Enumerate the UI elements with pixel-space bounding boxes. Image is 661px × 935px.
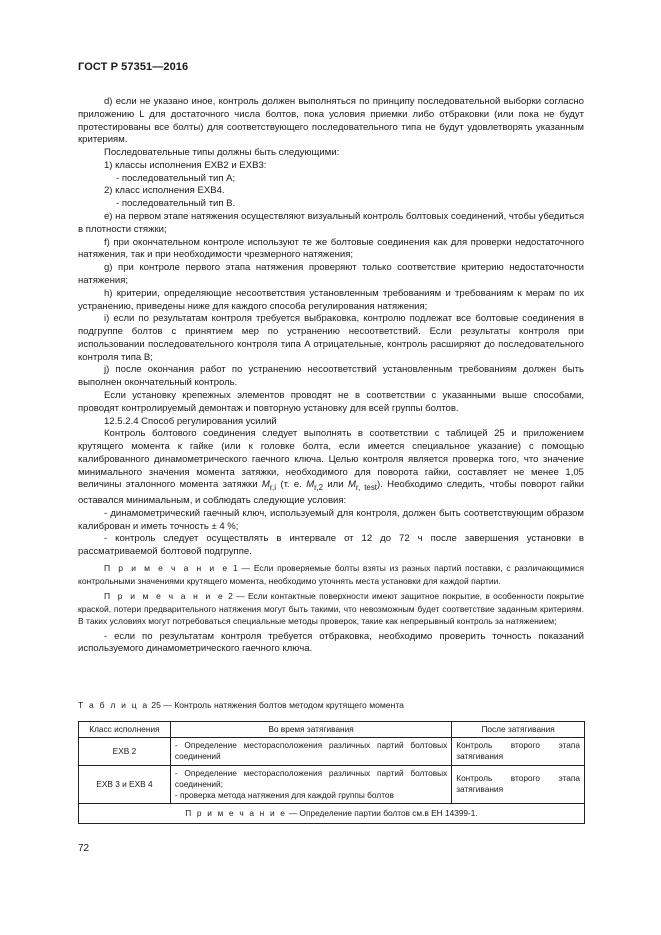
condition-wrench: - динамометрический гаечный ключ, используемый для контроля, должен быть соответствующим образом калиброван и иметь точность ± 4 %; bbox=[78, 507, 584, 532]
condition-interval: - контроль следует осуществлять в интервале от 12 до 72 ч после завершения установки в рассматриваемой болтовой подгруппе. bbox=[78, 533, 584, 558]
body-text bbox=[78, 96, 584, 656]
paragraph-g: g) при контроле первого этапа натяжения проверяют только соответствие критерию недостаточности натяжения; bbox=[78, 262, 584, 286]
table-footnote-row bbox=[79, 804, 585, 824]
table-header-cell: Класс исполнения bbox=[79, 722, 171, 738]
table-header-row bbox=[79, 722, 585, 738]
note-2: П р и м е ч а н и е 2 — Если контактные поверхности имеют защитное покрытие, в особенности покрытие краской, потери предварительного натяжения могут быть такими, что невозможным будет соответствие заданным критериям. В таких условиях могут потребоваться специальные методы проверок, такие как непрерывный контроль за натяжением; bbox=[78, 591, 584, 627]
paragraph-j: j) после окончания работ по устранению несоответствий установленным требованиям должен быть выполнен окончательный контроль. bbox=[78, 364, 584, 389]
paragraph-h: h) критерии, определяющие несоответствия установленным требованиям и требованиям к мерам по их устранению, приведены ниже для каждого способа регулирования натяжения; bbox=[78, 287, 584, 312]
table-cell-class: EXB 3 и EXB 4 bbox=[79, 765, 171, 804]
paragraph-f: f) при окончательном контроле используют те же болтовые соединения как для проверки недостаточного натяжения, так и при необходимости чрезмерного натяжения; bbox=[78, 236, 584, 261]
paragraph-installation: Если установку крепежных элементов проводят не в соответствии с указанными выше способами, проводят контролируемый демонтаж и повторную установку для всей группы болтов. bbox=[78, 389, 584, 414]
list-item-2: 2) класс исполнения EXB4. bbox=[104, 185, 225, 197]
table-caption: Т а б л и ц а 25 — Контроль натяжения болтов методом крутящего момента bbox=[78, 700, 404, 710]
paragraph-i: i) если по результатам контроля требуется выбраковка, контролю подлежат все болтовые соединения в подгруппе болтов с принятием мер по устранению несоответствий. Если результаты контроля при использовании последовательного контроля типа A отрицательные, контроль расширяют до последовательного контроля типа B; bbox=[78, 313, 584, 363]
paragraph-d: d) если не указано иное, контроль должен выполняться по принципу последовательной выборки согласно приложению L для достаточного числа болтов, пока условия приемки либо отбраковки (или пока не будут протестированы все болты) для соответствующего последовательного типа не будут удовлетворять указанным критериям. bbox=[78, 96, 584, 146]
section-heading-12-5-2-4: 12.5.2.4 Способ регулирования усилий bbox=[104, 415, 277, 427]
list-subitem-b: - последовательный тип B. bbox=[116, 198, 236, 210]
list-item-1: 1) классы исполнения EXB2 и EXB3: bbox=[104, 159, 267, 171]
list-subitem-a: - последовательный тип A; bbox=[116, 172, 236, 184]
table-cell-during: - Определение месторасположения различных партий болтовых соединений; - проверка метода натяжения для каждой группы болтов bbox=[170, 765, 451, 804]
standard-header: ГОСТ Р 57351—2016 bbox=[78, 61, 189, 73]
table-row bbox=[79, 765, 585, 804]
note-1: П р и м е ч а н и е 1 — Если проверяемые болты взяты из разных партий поставки, с различающимися контрольными значениями крутящего момента, необходимо уточнять места установки для каждой партии. bbox=[78, 563, 584, 586]
table-cell-after: Контроль второго этапа затягивания bbox=[452, 765, 585, 804]
table-cell-after: Контроль второго этапа затягивания bbox=[452, 738, 585, 765]
paragraph-sequential-types: Последовательные типы должны быть следующими: bbox=[104, 147, 340, 159]
table-header-cell: После затягивания bbox=[452, 722, 585, 738]
table-row bbox=[79, 738, 585, 765]
table-header-cell: Во время затягивания bbox=[170, 722, 451, 738]
paragraph-control: Контроль болтового соединения следует выполнять в соответствии с таблицей 25 и приложением крутящего момента к гайке (или к головке болта, если имеется специальное указание) с помощью калиброванного динамометрического гаечного ключа. Целью контроля является проверка того, что значение минимального значения момента затяжки, необходимого для поворота гайки, составляет не менее 1,05 величины эталонного момента затяжки $M_{r,i}$ (т. е. $M_{r,2}$ или $M_{r, test}$). Необходимо следить, чтобы поворот гайки оставался минимальным, и соблюдать следующие условия: bbox=[78, 428, 584, 507]
page-number: 72 bbox=[78, 843, 90, 854]
paragraph-e: e) на первом этапе натяжения осуществляют визуальный контроль болтовых соединений, чтобы убедиться в плотности стяжки; bbox=[78, 211, 585, 235]
paragraph-rejection: - если по результатам контроля требуется отбраковка, необходимо проверить точность показаний используемого динамометрического гаечного ключа. bbox=[78, 630, 584, 655]
table-25 bbox=[78, 721, 585, 824]
table-footnote: П р и м е ч а н и е — Определение партии болтов см.в ЕН 14399-1. bbox=[79, 804, 585, 824]
table-cell-class: EXB 2 bbox=[79, 738, 171, 765]
table-cell-during: - Определение месторасположения различных партий болтовых соединений bbox=[170, 738, 451, 765]
